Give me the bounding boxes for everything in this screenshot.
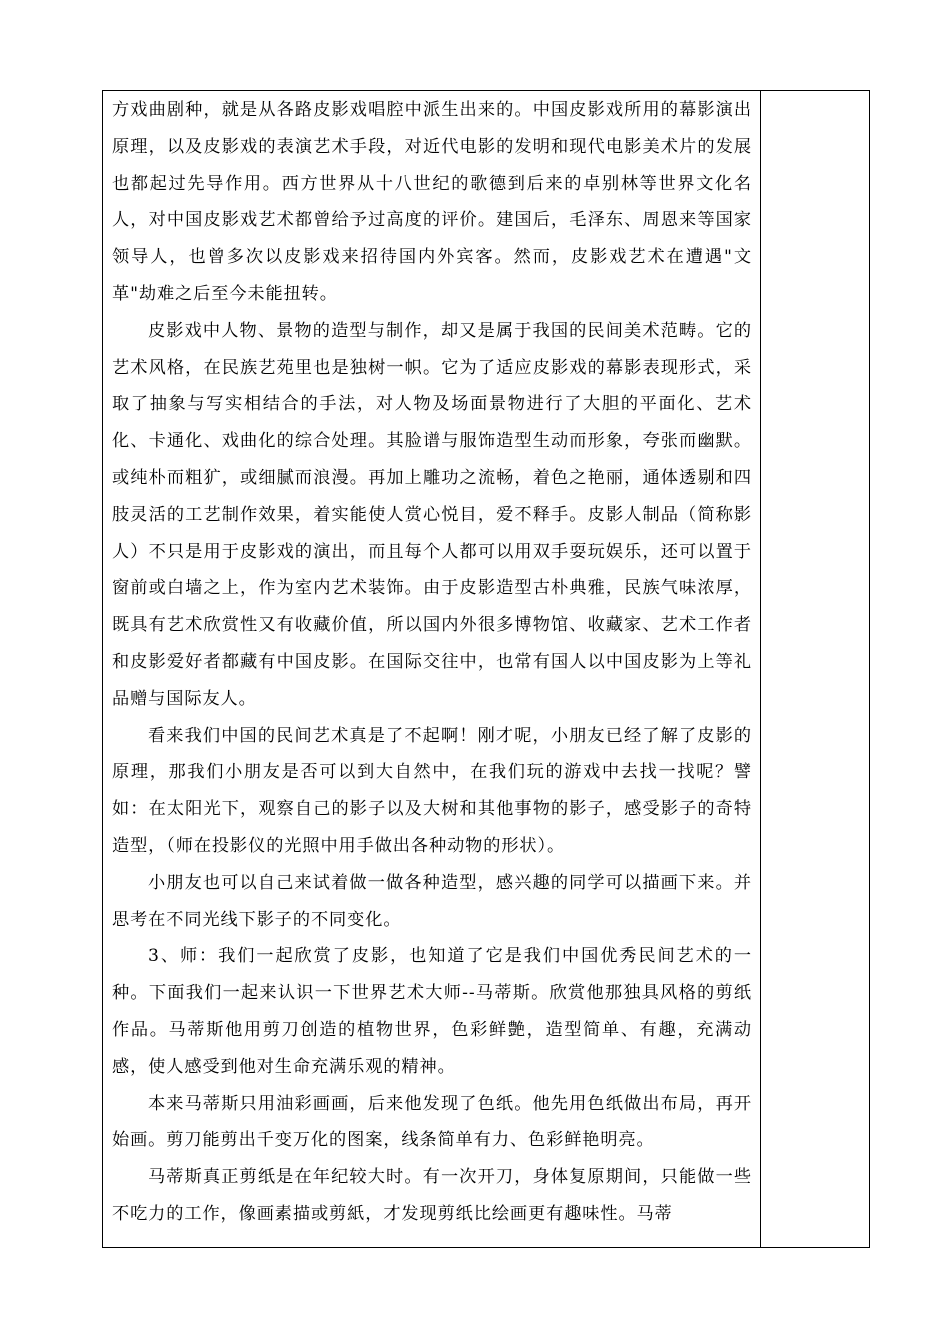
paragraph-6: 本来马蒂斯只用油彩画画，后来他发现了色纸。他先用色纸做出布局，再开始画。剪刀能剪出千变万化的图案，线条简单有力、色彩鲜艳明亮。 (112, 1093, 752, 1151)
paragraph-5: 3、师：我们一起欣赏了皮影，也知道了它是我们中国优秀民间艺术的一种。下面我们一起来认识一下世界艺术大师--马蒂斯。欣赏他那独具风格的剪纸作品。马蒂斯他用剪刀创造的植物世界，色彩鲜艶，造型简单、有趣，充满动感，使人感受到他对生命充满乐观的精神。 (112, 946, 752, 1077)
paragraph-3: 看来我们中国的民间艺术真是了不起啊！刚才呢，小朋友已经了解了皮影的原理，那我们小朋友是否可以到大自然中，在我们玩的游戏中去找一找呢？譬如：在太阳光下，观察自己的影子以及大树和其他事物的影子，感受影子的奇特造型，（师在投影仪的光照中用手做出各种动物的形状）。 (112, 725, 752, 856)
paragraph-4: 小朋友也可以自己来试着做一做各种造型，感兴趣的同学可以描画下来。并思考在不同光线下影子的不同变化。 (112, 872, 752, 930)
document-table (102, 90, 870, 1248)
content-cell (103, 91, 761, 1247)
paragraph-7: 马蒂斯真正剪纸是在年纪较大时。有一次开刀，身体复原期间，只能做一些不吃力的工作，像画素描或剪紙，才发现剪纸比绘画更有趣味性。马蒂 (112, 1167, 752, 1224)
paragraph-1: 方戏曲剧种，就是从各路皮影戏唱腔中派生出来的。中国皮影戏所用的幕影演出原理，以及皮影戏的表演艺术手段，对近代电影的发明和现代电影美术片的发展也都起过先导作用。西方世界从十八世纪的歌德到后来的卓别林等世界文化名人，对中国皮影戏艺术都曾给予过高度的评价。建国后，毛泽东、周恩来等国家领导人，也曾多次以皮影戏来招待国内外宾客。然而，皮影戏艺术在遭遇"文革"劫难之后至今未能扭转。 (112, 100, 752, 304)
notes-cell (761, 91, 869, 1247)
paragraph-2: 皮影戏中人物、景物的造型与制作，却又是属于我国的民间美术范畴。它的艺术风格，在民族艺苑里也是独树一帜。它为了适应皮影戏的幕影表现形式，采取了抽象与写实相结合的手法，对人物及场面景物进行了大胆的平面化、艺术化、卡通化、戏曲化的综合处理。其脸谱与服饰造型生动而形象，夸张而幽默。或纯朴而粗犷，或细腻而浪漫。再加上雕功之流畅，着色之艳丽，通体透剔和四肢灵活的工艺制作效果，着实能使人赏心悦目，爱不释手。皮影人制品（简称影人）不只是用于皮影戏的演出，而且每个人都可以用双手耍玩娱乐，还可以置于窗前或白墙之上，作为室内艺术装饰。由于皮影造型古朴典雅，民族气味浓厚，既具有艺术欣赏性又有收藏价值，所以国内外很多博物馆、收藏家、艺术工作者和皮影爱好者都藏有中国皮影。在国际交往中，也常有国人以中国皮影为上等礼品赠与国际友人。 (112, 320, 752, 709)
